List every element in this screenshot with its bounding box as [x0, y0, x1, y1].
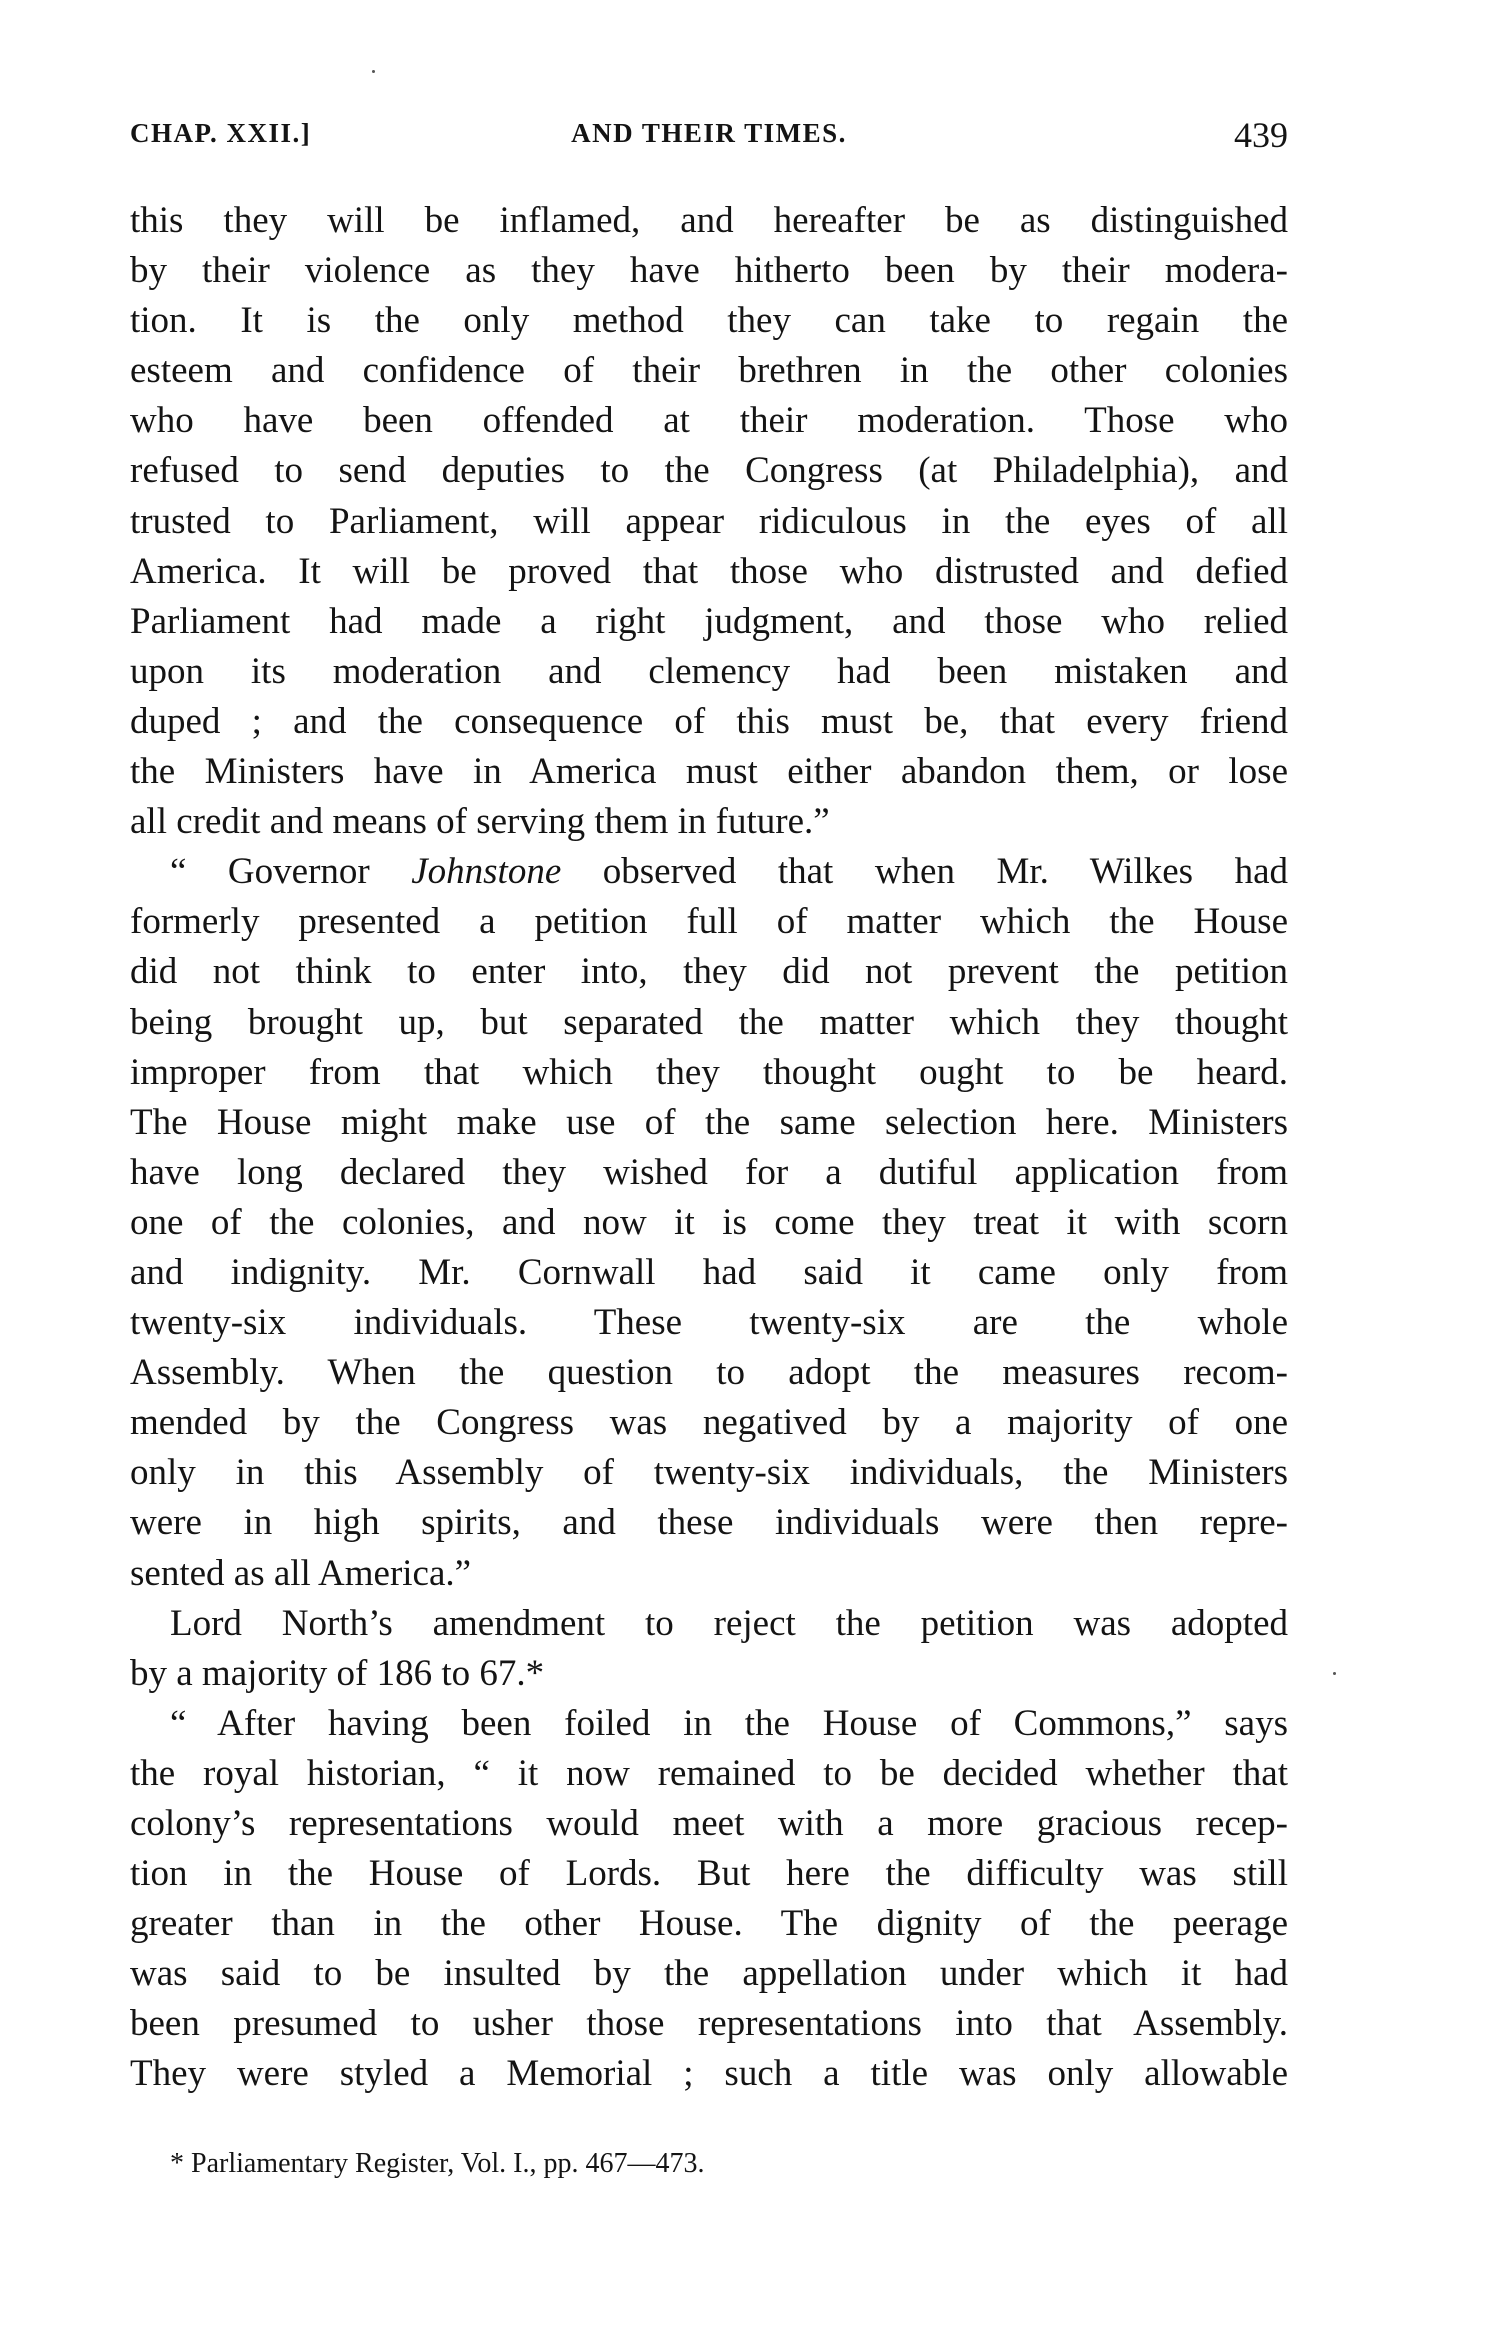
- text-fragment: “ Governor: [170, 851, 412, 893]
- text-line: this they will be inflamed, and hereafter be as distinguished: [130, 200, 1288, 241]
- text-line: America. It will be proved that those who distrusted and defied: [130, 550, 1288, 592]
- text-line: was said to be insulted by the appellation under which it had: [130, 1953, 1288, 1995]
- text-line: The House might make use of the same selection here. Ministers: [130, 1101, 1288, 1143]
- page-number: 439: [1234, 115, 1288, 155]
- text-line: tion. It is the only method they can take to regain the: [130, 300, 1288, 342]
- text-line: Parliament had made a right judgment, and those who relied: [130, 600, 1288, 642]
- text-fragment: observed that when Mr. Wilkes had: [561, 851, 1288, 893]
- text-line: did not think to enter into, they did not prevent the petition: [130, 951, 1288, 993]
- text-line: mended by the Congress was negatived by a majority of one: [130, 1402, 1288, 1444]
- text-line: [130, 847, 1288, 897]
- text-line: They were styled a Memorial ; such a title was only allowable: [130, 2053, 1288, 2095]
- text-line: tion in the House of Lords. But here the difficulty was still: [130, 1853, 1288, 1895]
- text-line: who have been offended at their moderation. Those who: [130, 400, 1288, 442]
- text-line: Assembly. When the question to adopt the measures recom-: [130, 1352, 1288, 1394]
- text-line: duped ; and the consequence of this must be, that every friend: [130, 700, 1288, 742]
- text-line: Lord North’s amendment to reject the petition was adopted: [170, 1602, 1288, 1644]
- text-line: refused to send deputies to the Congress (at Philadelphia), and: [130, 450, 1288, 492]
- text-line: greater than in the other House. The dignity of the peerage: [130, 1903, 1288, 1945]
- scan-speck: [1333, 1672, 1336, 1675]
- running-head: [130, 115, 1288, 162]
- text-line: been presumed to usher those representations into that Assembly.: [130, 2003, 1288, 2045]
- text-line: colony’s representations would meet with a more gracious recep-: [130, 1803, 1288, 1844]
- text-line: the royal historian, “ it now remained to be decided whether that: [130, 1752, 1288, 1794]
- text-line: trusted to Parliament, will appear ridiculous in the eyes of all: [130, 500, 1288, 542]
- chapter-label: CHAP. XXII.]: [130, 118, 312, 148]
- text-line: esteem and confidence of their brethren in the other colonies: [130, 350, 1288, 392]
- text-line: and indignity. Mr. Cornwall had said it came only from: [130, 1251, 1288, 1293]
- text-line: formerly presented a petition full of matter which the House: [130, 901, 1288, 943]
- text-line: have long declared they wished for a dutiful application from: [130, 1151, 1288, 1193]
- emphasized-name: Johnstone: [411, 851, 562, 893]
- text-line: improper from that which they thought ought to be heard.: [130, 1051, 1288, 1093]
- scan-speck: [372, 70, 375, 73]
- text-line: one of the colonies, and now it is come they treat it with scorn: [130, 1201, 1288, 1243]
- text-line: by a majority of 186 to 67.*: [130, 1652, 545, 1694]
- text-line: being brought up, but separated the matter which they thought: [130, 1001, 1288, 1043]
- body-text: [130, 196, 1288, 2100]
- text-line: the Ministers have in America must either abandon them, or lose: [130, 751, 1288, 793]
- text-line: “ After having been foiled in the House of Commons,” says: [170, 1702, 1288, 1744]
- text-line: sented as all America.”: [130, 1552, 472, 1594]
- text-line: upon its moderation and clemency had been mistaken and: [130, 650, 1288, 692]
- text-line: all credit and means of serving them in future.”: [130, 801, 830, 843]
- text-line: twenty-six individuals. These twenty-six are the whole: [130, 1302, 1288, 1344]
- text-line: were in high spirits, and these individuals were then repre-: [130, 1502, 1288, 1544]
- footnote: * Parliamentary Register, Vol. I., pp. 467—473.: [170, 2148, 705, 2179]
- text-line: only in this Assembly of twenty-six individuals, the Ministers: [130, 1452, 1288, 1494]
- running-title: AND THEIR TIMES.: [571, 118, 847, 148]
- text-line: by their violence as they have hitherto been by their modera-: [130, 250, 1288, 292]
